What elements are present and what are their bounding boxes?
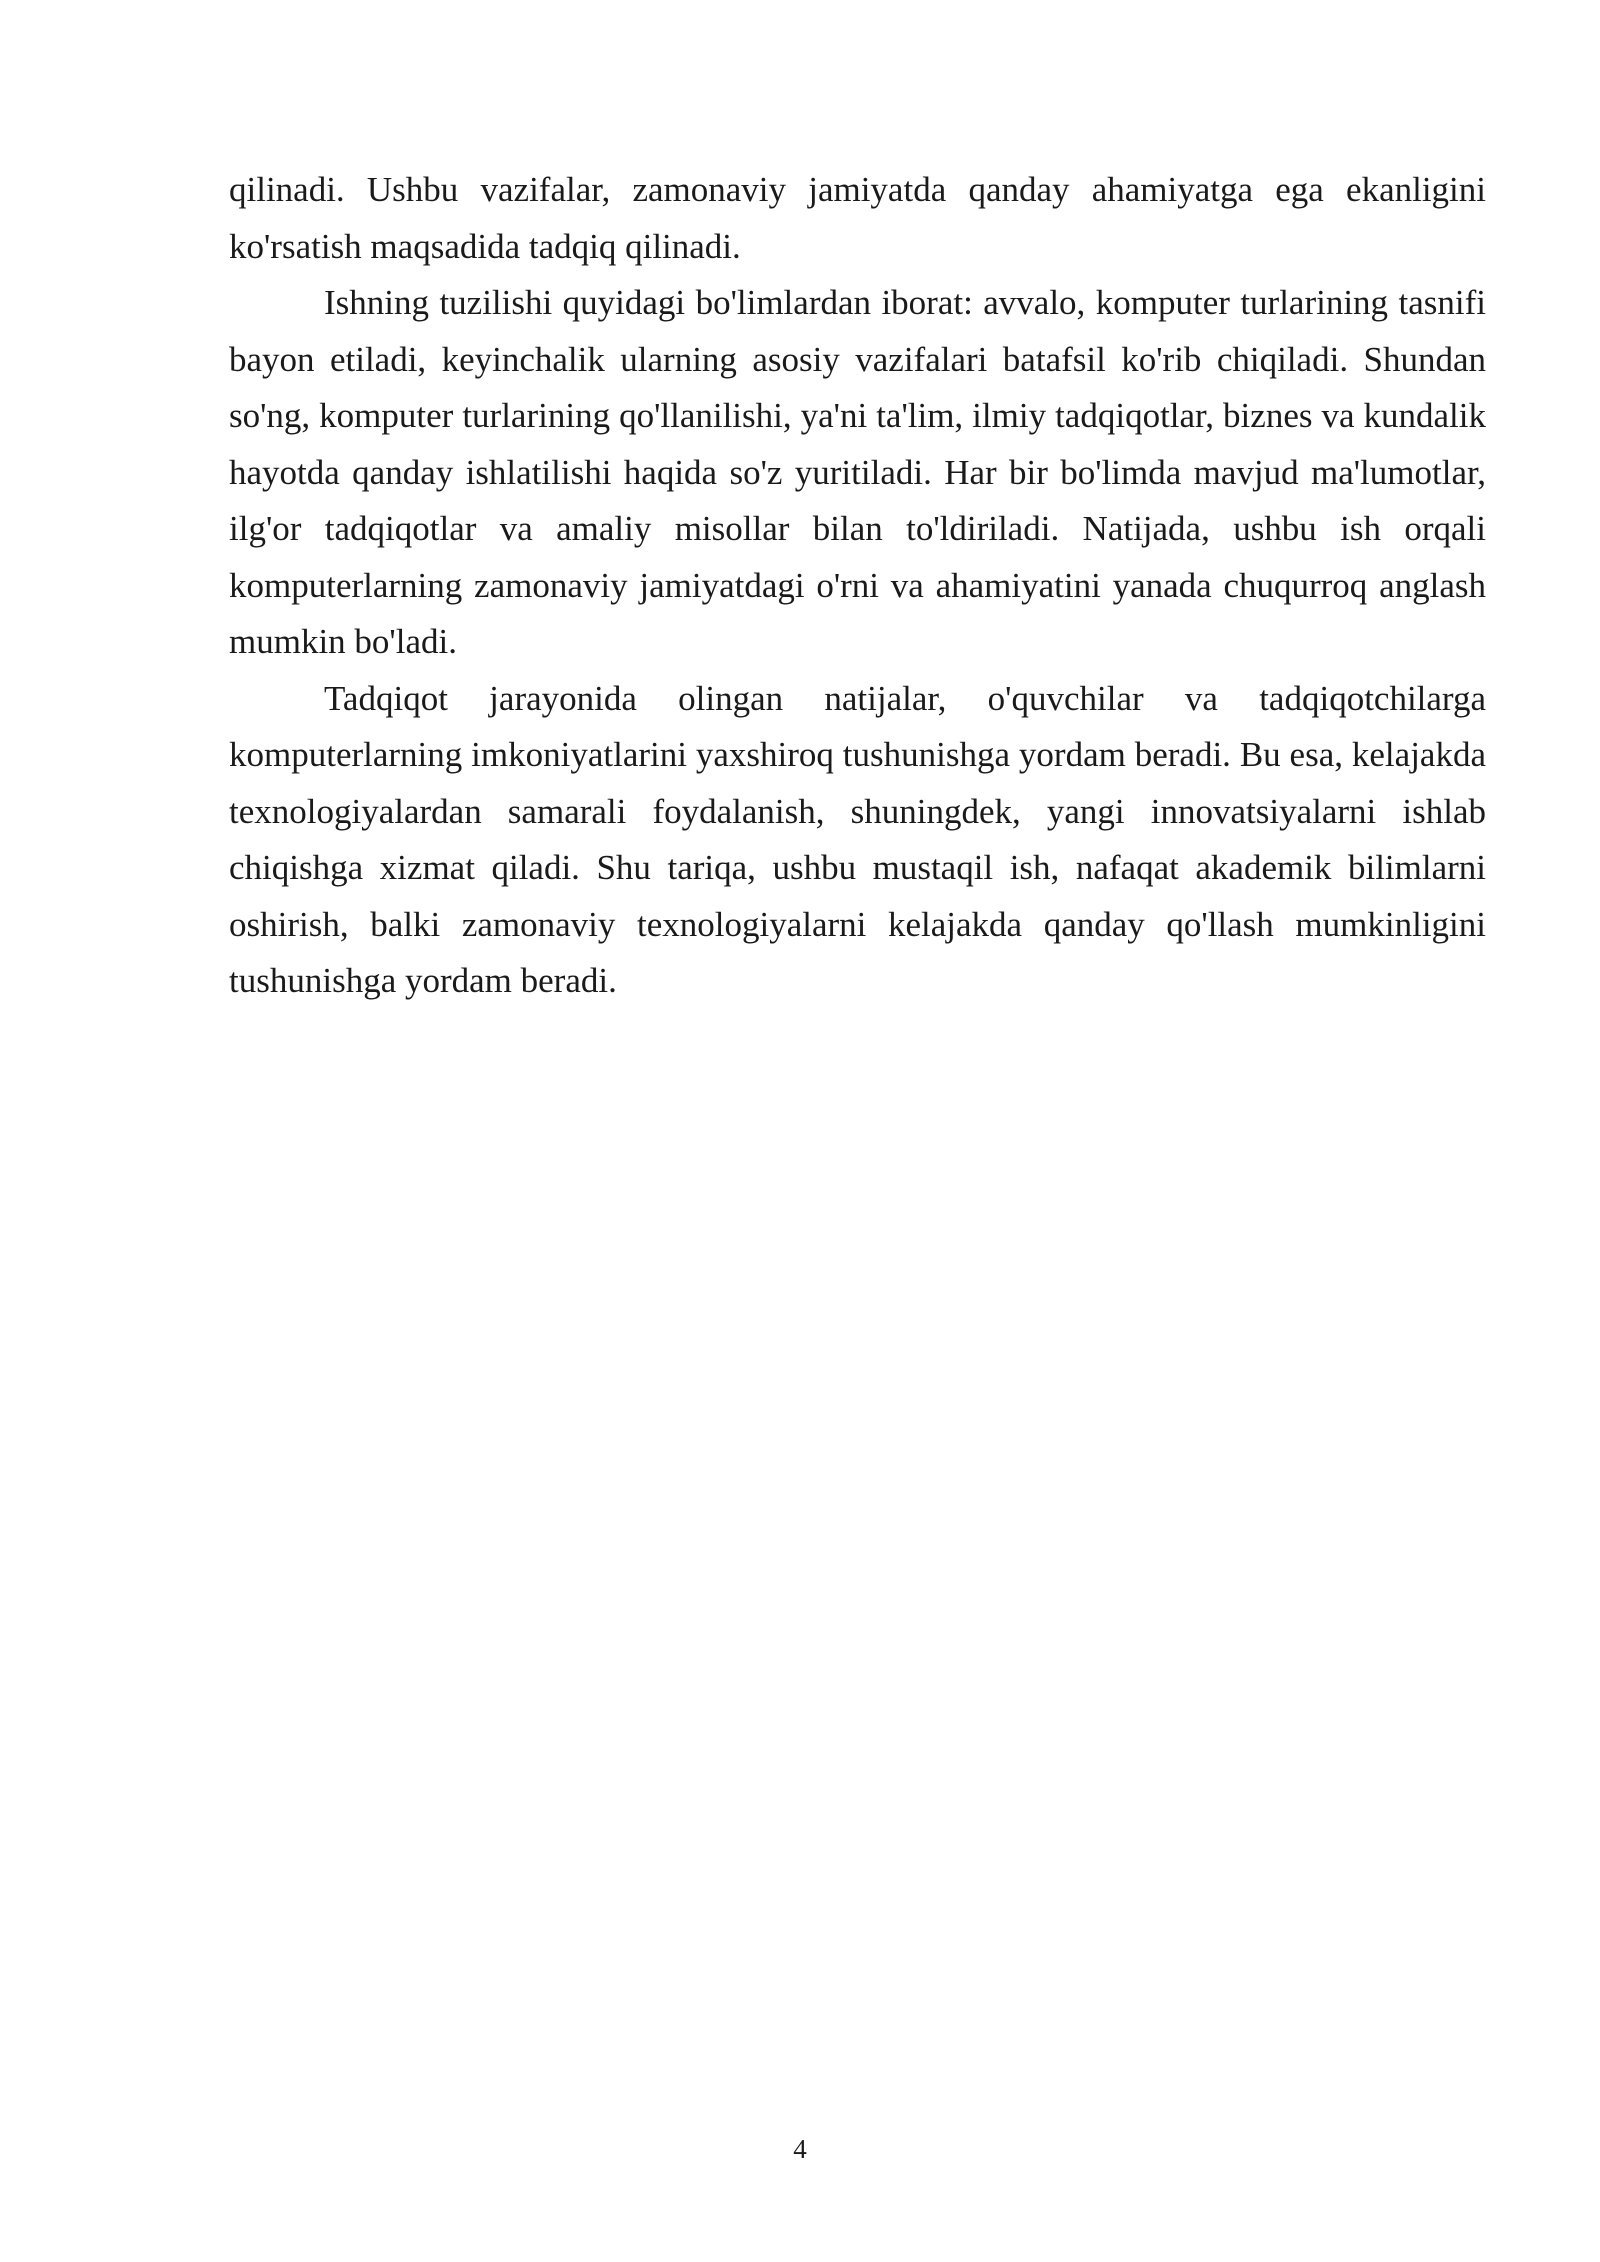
paragraph-continuation: qilinadi. Ushbu vazifalar, zamonaviy jamiyatda qanday ahamiyatga ega ekanligini ko'rsatish maqsadida tadqiq qilinadi. [229, 170, 1486, 266]
body-text [229, 162, 1486, 1010]
paragraph-structure: Ishning tuzilishi quyidagi bo'limlardan iborat: avvalo, komputer turlarining tasnifi bayon etiladi, keyinchalik ularning asosiy vazifalari batafsil ko'rib chiqiladi. Shundan so'ng, komputer turlarining qo'llanilishi, ya'ni ta'lim, ilmiy tadqiqotlar, biznes va kundalik hayotda qanday ishlatilishi haqida so'z yuritiladi. Har bir bo'limda mavjud ma'lumotlar, ilg'or tadqiqotlar va amaliy misollar bilan to'ldiriladi. Natijada, ushbu ish orqali komputerlarning zamonaviy jamiyatdagi o'rni va ahamiyatini yanada chuqurroq anglash mumkin bo'ladi. [229, 283, 1486, 661]
paragraph-results: Tadqiqot jarayonida olingan natijalar, o'quvchilar va tadqiqotchilarga komputerlarning imkoniyatlarini yaxshiroq tushunishga yordam beradi. Bu esa, kelajakda texnologiyalardan samarali foydalanish, shuningdek, yangi innovatsiyalarni ishlab chiqishga xizmat qiladi. Shu tariqa, ushbu mustaqil ish, nafaqat akademik bilimlarni oshirish, balki zamonaviy texnologiyalarni kelajakda qanday qo'llash mumkinligini tushunishga yordam beradi. [229, 678, 1486, 1000]
page-number: 4 [793, 2134, 807, 2164]
